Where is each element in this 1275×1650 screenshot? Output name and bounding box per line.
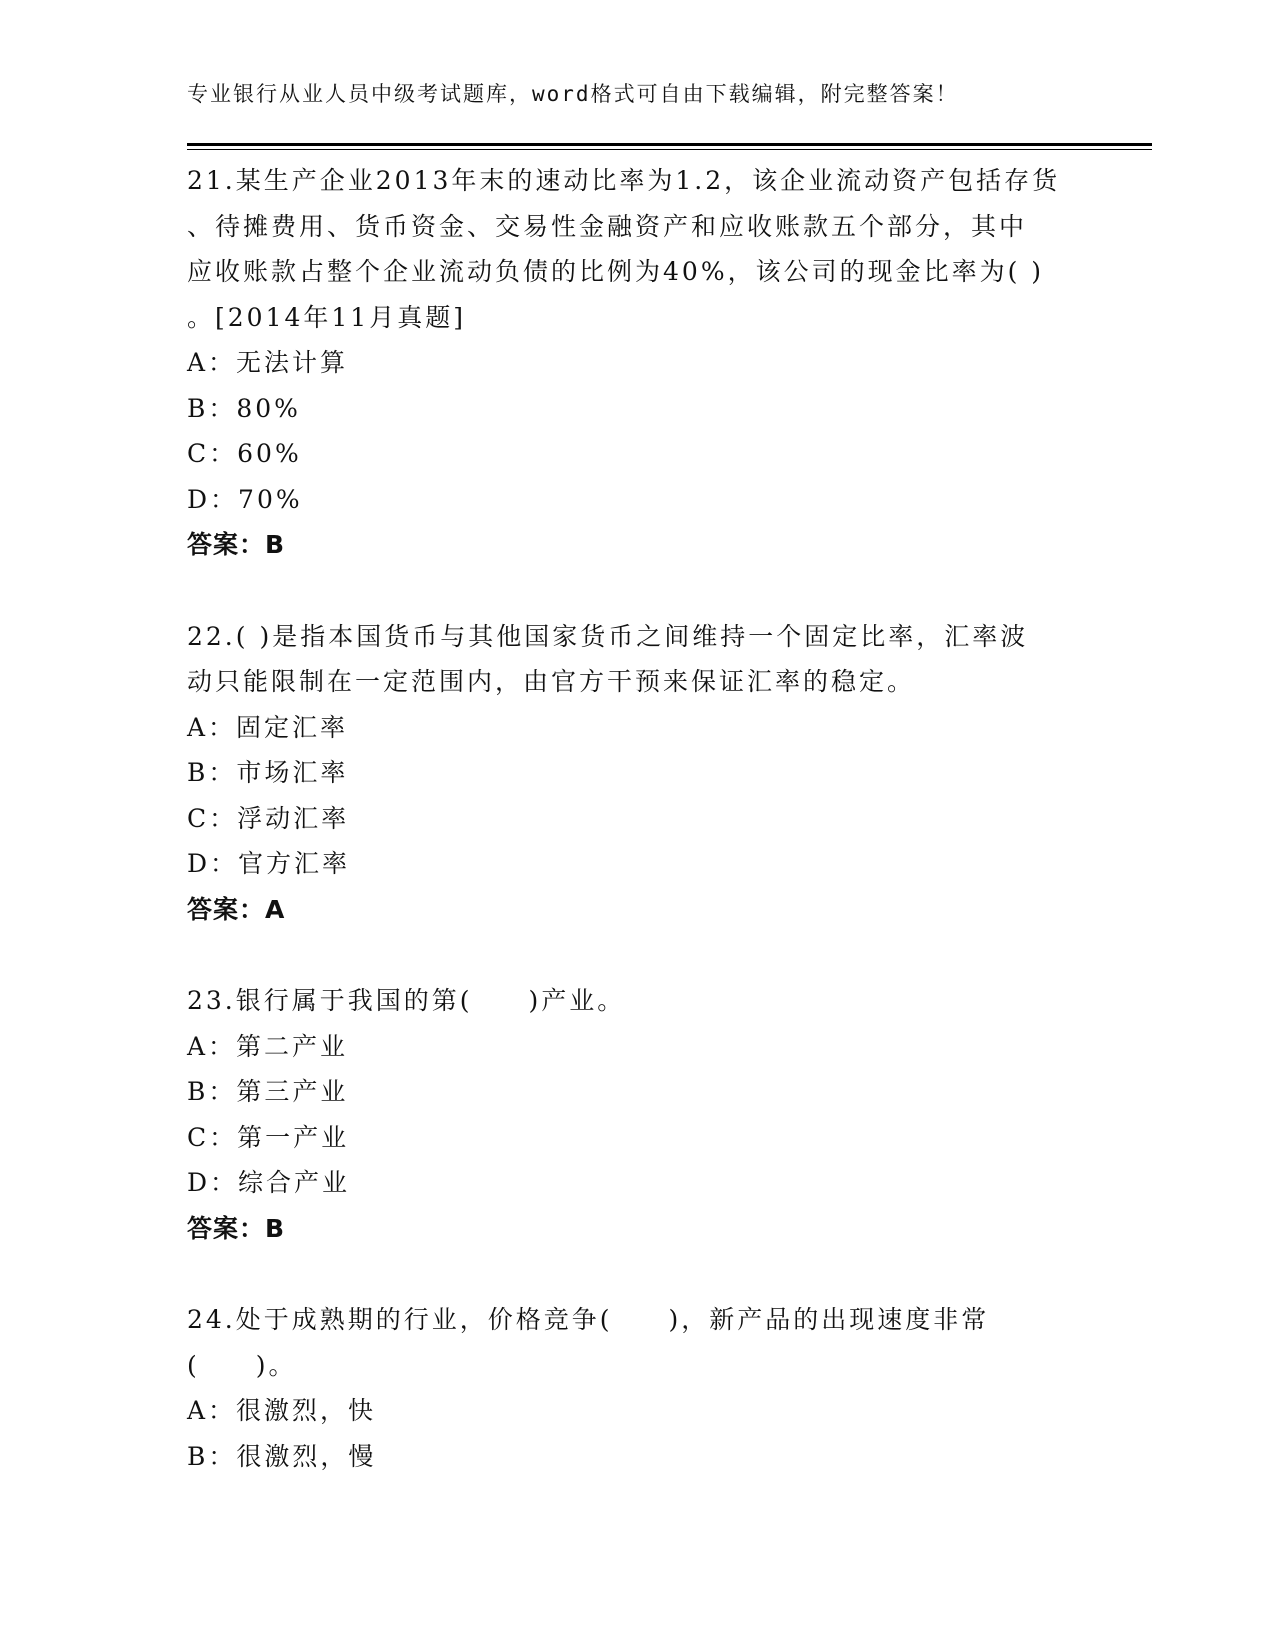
question-24 xyxy=(187,1297,1087,1479)
option-d: D：官方汇率 xyxy=(187,849,351,878)
question-text-line: ( )。 xyxy=(187,1350,297,1380)
question-22 xyxy=(187,614,1087,933)
question-list xyxy=(187,158,1087,1525)
option-b: B：第三产业 xyxy=(187,1077,349,1106)
question-text-line: 、待摊费用、货币资金、交易性金融资产和应收账款五个部分，其中 xyxy=(187,211,1028,241)
option-b: B：市场汇率 xyxy=(187,758,349,787)
header-rule-thin xyxy=(187,149,1152,150)
answer: 答案：B xyxy=(187,530,286,559)
option-c: C：60% xyxy=(187,439,302,468)
question-text-line: 22.( )是指本国货币与其他国家货币之间维持一个固定比率，汇率波 xyxy=(187,621,1029,651)
answer: 答案：A xyxy=(187,894,286,924)
option-c: C：第一产业 xyxy=(187,1122,350,1152)
option-a: A：很激烈，快 xyxy=(187,1396,377,1425)
question-text-line: 。[2014年11月真题] xyxy=(187,302,466,332)
option-c: C：浮动汇率 xyxy=(187,803,350,833)
option-b: B：80% xyxy=(187,393,301,423)
option-b: B：很激烈，慢 xyxy=(187,1441,377,1471)
option-a: A：固定汇率 xyxy=(187,712,349,742)
question-21 xyxy=(187,158,1087,568)
answer: 答案：B xyxy=(187,1213,286,1243)
question-text-line: 23.银行属于我国的第( )产业。 xyxy=(187,986,626,1015)
option-a: A：第二产业 xyxy=(187,1031,349,1061)
option-d: D：综合产业 xyxy=(187,1168,351,1197)
option-d: D：70% xyxy=(187,484,303,514)
question-text-line: 24.处于成熟期的行业，价格竞争( )，新产品的出现速度非常 xyxy=(187,1305,990,1334)
option-a: A：无法计算 xyxy=(187,348,349,377)
question-text-line: 21.某生产企业2013年末的速动比率为1.2，该企业流动资产包括存货 xyxy=(187,166,1061,195)
question-text-line: 应收账款占整个企业流动负债的比例为40%，该公司的现金比率为( ) xyxy=(187,257,1045,286)
page-header: 专业银行从业人员中级考试题库，word格式可自由下载编辑，附完整答案！ xyxy=(187,82,959,106)
question-23 xyxy=(187,978,1087,1251)
header-rule-thick xyxy=(187,143,1152,146)
question-text-line: 动只能限制在一定范围内，由官方干预来保证汇率的稳定。 xyxy=(187,667,916,696)
